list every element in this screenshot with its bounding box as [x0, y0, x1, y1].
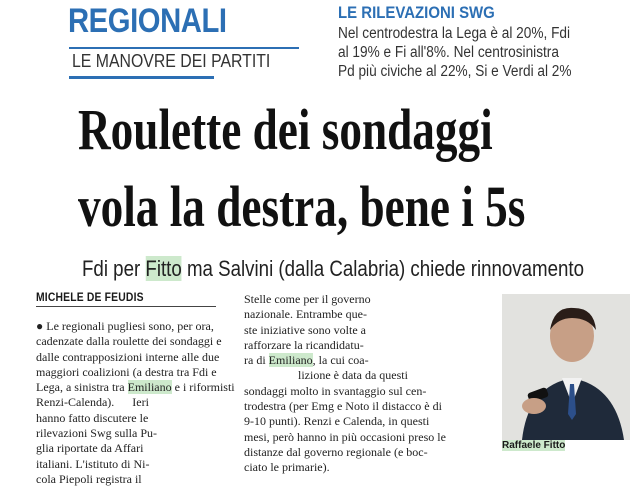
article-line: ra di Emiliano, la cui coa- — [244, 353, 369, 368]
article-line: nazionale. Entrambe que- — [244, 307, 367, 322]
subheadline — [82, 256, 584, 282]
article-line: glia riportate da Affari — [36, 441, 144, 456]
article-line: trodestra (per Emg e Noto il distacco è di — [244, 399, 442, 414]
article-line: italiani. L'istituto di Ni- — [36, 456, 150, 471]
byline-divider — [36, 306, 216, 307]
byline: MICHELE DE FEUDIS — [36, 292, 144, 304]
section-subtitle: LE MANOVRE DEI PARTITI — [72, 51, 271, 71]
section-divider — [69, 47, 299, 49]
headline-line-2: vola la destra, bene i 5s — [78, 174, 526, 239]
article-line: rilevazioni Swg sulla Pu- — [36, 426, 157, 441]
photo-caption-text: Raffaele Fitto — [502, 440, 566, 451]
subheadline-highlight: Fitto — [145, 256, 182, 281]
poll-box-text: Nel centrodestra la Lega è al 20%, Fdi al 19% e Fi all'8%. Nel centrosinistra Pd più civiche al 22%, Si e Verdi al 2% — [338, 25, 572, 80]
article-column-2 — [244, 292, 446, 476]
article-line: cadenzate dalla roulette dei sondaggi e — [36, 334, 222, 349]
article-line: ciato le primarie). — [244, 460, 330, 475]
portrait-photo — [502, 294, 630, 440]
article-line: hanno fatto discutere le — [36, 410, 149, 425]
headline-line-1: Roulette dei sondaggi — [78, 97, 493, 162]
article-line: ste iniziative sono volte a — [244, 322, 366, 337]
article-line: mesi, però hanno in più occasioni preso le — [244, 429, 446, 444]
article-line: ● Le regionali pugliesi sono, per ora, — [36, 319, 214, 333]
section-title: REGIONALI — [68, 2, 227, 40]
article-line: Stelle come per il governo — [244, 292, 371, 306]
photo-caption — [502, 440, 565, 451]
article-line: Lega, a sinistra tra Emiliano e i riformisti — [36, 380, 235, 395]
article-line: distanze dal governo regionale (e boc- — [244, 444, 428, 459]
article-line: maggiori coalizioni (a destra tra Fdi e — [36, 364, 217, 379]
article-line: Renzi-Calenda). Ieri — [36, 395, 149, 410]
article-column-1 — [36, 319, 235, 487]
article-line: sondaggi molto in svantaggio sul cen- — [244, 383, 427, 398]
article-line: cola Piepoli registra il — [36, 471, 142, 486]
article-line: dalle contrapposizioni interne alle due — [36, 349, 220, 364]
article-line: lizione è data da questi — [244, 368, 408, 383]
subheadline-after: ma Salvini (dalla Calabria) chiede rinnovamento — [181, 256, 585, 281]
poll-box-title: LE RILEVAZIONI SWG — [338, 3, 495, 22]
article-line: 9-10 punti). Renzi e Calenda, in questi — [244, 414, 430, 429]
subheadline-before: Fdi per — [82, 256, 146, 281]
section-underline — [69, 76, 214, 79]
article-line: rafforzare la ricandidatu- — [244, 337, 364, 352]
